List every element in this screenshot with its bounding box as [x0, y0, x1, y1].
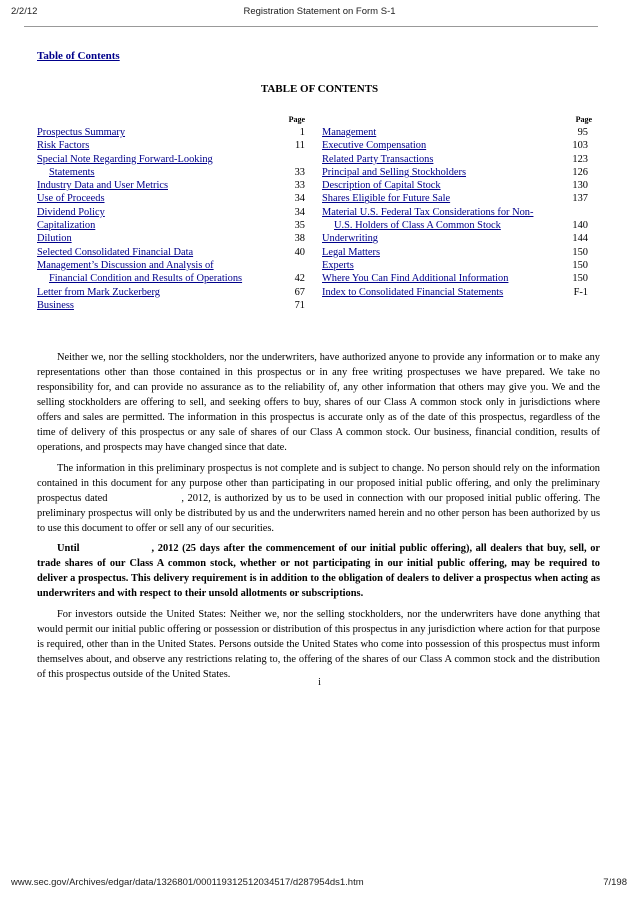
table-of-contents-link[interactable]: Table of Contents: [37, 50, 120, 62]
header-date: 2/2/12: [11, 6, 38, 17]
toc-entry[interactable]: [37, 219, 305, 232]
toc-entry-page: 150: [572, 246, 588, 258]
toc-entry-page: 150: [572, 259, 588, 271]
toc-entry-link[interactable]: Principal and Selling Stockholders: [322, 166, 467, 178]
footer-page-count: 7/198: [603, 877, 627, 888]
toc-entry[interactable]: [37, 139, 305, 152]
paragraph-text: Until: [57, 543, 80, 555]
toc-entry[interactable]: [37, 192, 305, 205]
toc-entry[interactable]: [322, 126, 592, 139]
toc-entry[interactable]: [322, 192, 592, 205]
toc-entry-page: 95: [577, 127, 588, 138]
toc-entry-link[interactable]: Financial Condition and Results of Operations: [49, 273, 243, 285]
toc-entry[interactable]: [37, 153, 305, 166]
toc-entry[interactable]: [37, 179, 305, 192]
toc-entry[interactable]: [322, 206, 592, 219]
toc-entry-link[interactable]: Underwriting: [322, 233, 378, 245]
toc-entry[interactable]: [37, 259, 305, 272]
toc-entry-page: F-1: [573, 286, 588, 298]
toc-left-column: [37, 115, 305, 312]
toc-entry[interactable]: [37, 246, 305, 259]
toc-entry-link[interactable]: Management’s Discussion and Analysis of: [37, 259, 214, 271]
toc-entry[interactable]: [37, 166, 305, 179]
toc-entry-page: 144: [572, 233, 588, 245]
toc-entry-link[interactable]: Dividend Policy: [37, 206, 105, 218]
toc-entry-link[interactable]: Dilution: [37, 233, 72, 245]
toc-heading: TABLE OF CONTENTS: [260, 83, 379, 95]
toc-entry-link[interactable]: Selected Consolidated Financial Data: [37, 246, 194, 258]
toc-entry[interactable]: [322, 219, 592, 232]
paragraph-no-authorization: Neither we, nor the selling stockholders, nor the underwriters, have authorized anyone to provide any information or to make any representations other than those contained in this prospectus or in any free writing prospectuses we have prepared. We take no responsibility for, and can provide no assurance as to the reliability of, any other information that others may give you. We and the selling stockholders are offering to sell, and seeking offers to buy, shares of our Class A common stock only in jurisdictions where offers and sales are permitted. The information in this prospectus is accurate only as of the date of this prospectus, regardless of the time of delivery of this prospectus or any sale of shares of our Class A common stock. Our business, financial condition, results of operations, and prospects may have changed since that date.: [37, 352, 600, 453]
toc-entry-link[interactable]: Related Party Transactions: [322, 153, 434, 165]
toc-entry-link[interactable]: Description of Capital Stock: [322, 180, 441, 192]
toc-entry-link[interactable]: Shares Eligible for Future Sale: [322, 193, 451, 205]
toc-entry[interactable]: [322, 153, 592, 166]
toc-entry[interactable]: [322, 272, 592, 285]
toc-entry[interactable]: [322, 139, 592, 152]
toc-entry[interactable]: [322, 259, 592, 272]
toc-entry-page: 130: [572, 180, 588, 192]
toc-entry-page: 71: [294, 299, 305, 311]
toc-entry-page: 34: [294, 193, 305, 205]
toc-entry-page: 1: [299, 127, 305, 138]
toc-entry-link[interactable]: Special Note Regarding Forward-Looking: [37, 153, 213, 165]
paragraph-text: The information in this preliminary prospectus is not complete and is subject to change. No person should rely on the information contained in this document for any purpose other than participating in our proposed initial public offering, and only the preliminary prospectus dated: [37, 462, 600, 504]
toc-entry-page: 38: [294, 233, 305, 245]
toc-entry-page: 35: [294, 220, 305, 232]
toc-entry-page: 33: [294, 166, 305, 178]
toc-entry[interactable]: [322, 246, 592, 259]
toc-entry-link[interactable]: Experts: [322, 259, 354, 271]
paragraph-text: , 2012 (25 days after the commencement of our initial public offering), all dealers that buy, sell, or trade shares of our Class A common stock, whether or not participating in our initial public offering, may be required to deliver a prospectus. This delivery requirement is in addition to the obligation of dealers to deliver a prospectus when acting as underwriters and with respect to their unsold allotments or subscriptions.: [37, 543, 600, 600]
toc-entry[interactable]: [322, 232, 592, 245]
toc-entry-link[interactable]: Legal Matters: [322, 246, 380, 258]
paragraph-text: , 2012, is authorized by us to be used in connection with our proposed initial public offering. The preliminary prospectus will only be distributed by us and the underwriters named herein and no other person has been authorized by us to use this document to offer or sell any of our securities.: [37, 492, 600, 534]
toc-entry-page: 126: [572, 166, 588, 178]
toc-entry-link[interactable]: U.S. Holders of Class A Common Stock: [334, 220, 501, 232]
toc-entry[interactable]: [322, 286, 592, 299]
toc-entry-page: 150: [572, 273, 588, 285]
toc-entry[interactable]: [37, 126, 305, 139]
toc-entry-link[interactable]: Statements: [49, 166, 95, 178]
toc-entry-link[interactable]: Risk Factors: [37, 140, 90, 152]
toc-entry-link[interactable]: Use of Proceeds: [37, 193, 105, 205]
paragraph-foreign-investors: For investors outside the United States: Neither we, nor the selling stockholders, nor the underwriters have done anything that would permit our initial public offering or possession or distribution of this prospectus in any jurisdiction where action for that purpose is required, other than in the United States. Persons outside the United States who come into possession of this prospectus must inform themselves about, and observe any restrictions relating to, the offering of the shares of our Class A common stock and the distribution of this prospectus outside of the United States.: [37, 608, 600, 680]
toc-entry[interactable]: [322, 166, 592, 179]
toc-entry[interactable]: [322, 179, 592, 192]
toc-entry[interactable]: [37, 286, 305, 299]
toc-entry-link[interactable]: Executive Compensation: [322, 140, 427, 152]
header-title: Registration Statement on Form S-1: [243, 6, 396, 17]
prospectus-body: [37, 350, 600, 687]
toc-entry-link[interactable]: Management: [322, 127, 377, 138]
toc-entry-page: 140: [572, 220, 588, 232]
toc-entry-link[interactable]: Material U.S. Federal Tax Considerations for Non-: [322, 206, 534, 218]
toc-entry[interactable]: [37, 232, 305, 245]
toc-entry-link[interactable]: Where You Can Find Additional Information: [322, 273, 509, 285]
toc-entry-link[interactable]: Index to Consolidated Financial Statements: [322, 286, 504, 298]
toc-entry-link[interactable]: Business: [37, 299, 74, 311]
toc-entry-link[interactable]: Capitalization: [37, 220, 96, 232]
toc-entry-page: 34: [294, 206, 305, 218]
toc-entry-page: 123: [572, 153, 588, 165]
toc-entry-link[interactable]: Prospectus Summary: [37, 127, 126, 138]
page-column-label: Page: [575, 115, 592, 124]
toc-entry-page: 67: [294, 286, 305, 298]
toc-entry-page: 40: [294, 246, 305, 258]
toc-entry-page: 11: [294, 140, 305, 152]
toc-entry[interactable]: [37, 272, 305, 285]
paragraph-preliminary-notice: [37, 461, 600, 536]
toc-entry-page: 137: [572, 193, 588, 205]
toc-entry[interactable]: [37, 299, 305, 312]
footer-url: www.sec.gov/Archives/edgar/data/1326801/000119312512034517/d287954ds1.htm: [11, 877, 364, 888]
toc-entry-page: 42: [294, 273, 305, 285]
page-column-label: Page: [288, 115, 305, 124]
toc-entry-page: 103: [572, 140, 588, 152]
paragraph-dealer-delivery: [37, 541, 600, 601]
toc-entry-link[interactable]: Letter from Mark Zuckerberg: [37, 286, 160, 298]
toc-entry[interactable]: [37, 206, 305, 219]
page-number: i: [318, 677, 321, 688]
header-divider: [24, 26, 598, 27]
toc-entry-page: 33: [294, 180, 305, 192]
toc-right-column: [322, 115, 592, 299]
toc-entry-link[interactable]: Industry Data and User Metrics: [37, 180, 168, 192]
